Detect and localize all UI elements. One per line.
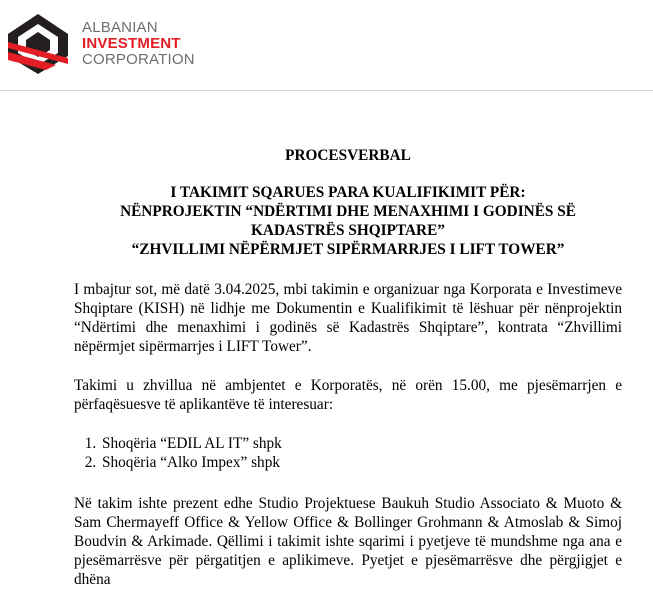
paragraph-attendees: Në takim ishte prezent edhe Studio Projektuese Baukuh Studio Associato & Muoto & Sam Chermayeff Office & Yellow Office & Bollinger Grohmann & Atmoslab & Simoj Boudvin & Arkimade. Qëllimi i takimit ishte sqarimi i pyetjeve të mundshme nga ana e pjesëmarrësve për përgatitjen e aplikimeve. Pyetjet e pjesëmarrësve dhe përgjigjet e dhëna xyxy=(74,495,622,588)
page-header xyxy=(0,0,653,92)
heading-line: I TAKIMIT SQARUES PARA KUALIFIKIMIT PËR: xyxy=(170,184,526,201)
applicant-list xyxy=(74,434,622,472)
header-divider xyxy=(0,90,653,91)
document-heading xyxy=(74,183,622,259)
logo-wordmark xyxy=(82,20,195,68)
paragraph-meeting: Takimi u zhvillua në ambjentet e Korporatës, në orën 15.00, me pjesëmarrjen e përfaqësuesve të aplikantëve të interesuar: xyxy=(74,377,622,413)
paragraph-intro: I mbajtur sot, më datë 3.04.2025, mbi takimin e organizuar nga Korporata e Investimeve Shqiptare (KISH) në lidhje me Dokumentin e Kualifikimit të lëshuar për nënprojektin “Ndërtimi dhe menaxhimi i godinës së Kadastrës Shqiptare”, kontrata “Zhvillimi nëpërmjet sipërmarrjes i LIFT Tower”. xyxy=(74,281,622,355)
list-item: 1. Shoqëria “EDIL AL IT” shpk xyxy=(100,434,622,453)
document-title: PROCESVERBAL xyxy=(285,147,411,164)
aic-logo-icon xyxy=(6,12,70,76)
heading-line: NËNPROJEKTIN “NDËRTIMI DHE MENAXHIMI I GODINËS SË xyxy=(120,203,576,220)
logo-line-investment: INVESTMENT xyxy=(82,35,181,52)
logo-line-corporation: CORPORATION xyxy=(82,51,195,68)
heading-line: “ZHVILLIMI NËPËRMJET SIPËRMARRJES I LIFT TOWER” xyxy=(131,241,565,258)
heading-line: KADASTRËS SHQIPTARE” xyxy=(251,222,445,239)
list-item: 2. Shoqëria “Alko Impex” shpk xyxy=(100,453,622,472)
logo-line-albanian: ALBANIAN xyxy=(82,19,158,36)
document-body xyxy=(74,146,622,589)
